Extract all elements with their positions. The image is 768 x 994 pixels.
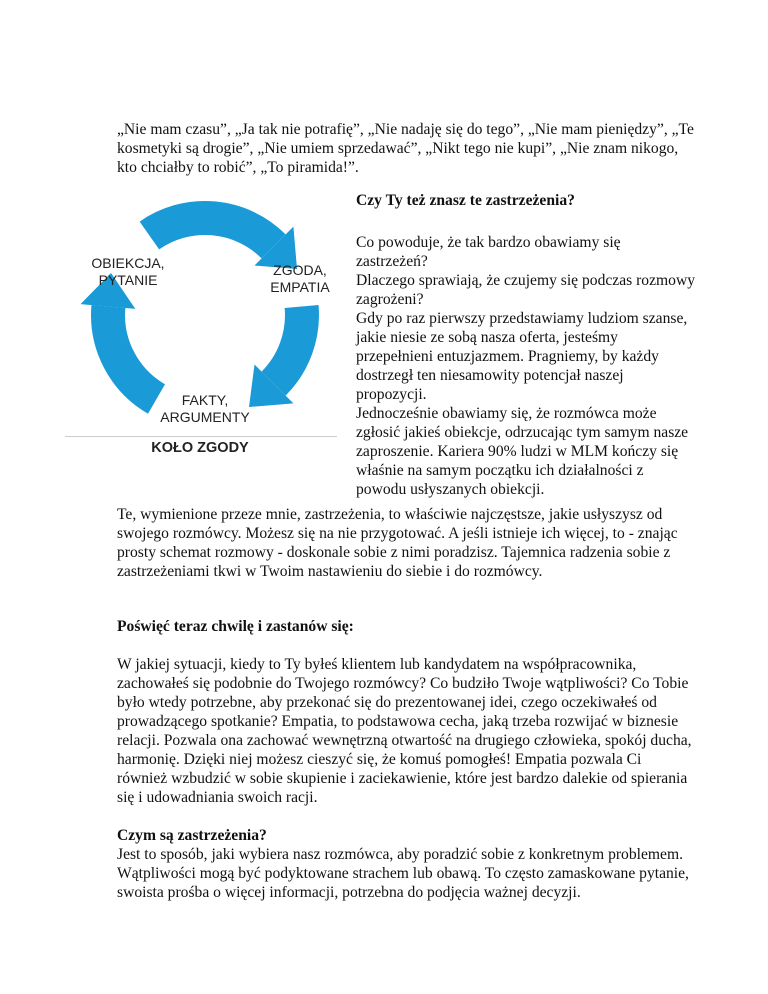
label-line: FAKTY, [181,392,229,408]
label-facts [150,392,260,426]
right-paragraph: Co powoduje, że tak bardzo obawiamy się zastrzeżeń? [356,234,621,270]
label-objection [73,255,183,289]
document-body [91,0,696,902]
label-line: ZGODA, [273,262,327,278]
right-paragraph: Jednocześnie obawiamy się, że rozmówca może zgłosić jakieś obiekcje, odrzucając tym samym nasze zaproszenie. Kariera 90% ludzi w MLM kończy się właśnie na samym początku ich działalności z powodu usłyszanych obiekcji. [356,405,689,498]
heading-reflect: Poświęć teraz chwilę i zastanów się: [117,618,354,635]
paragraph-empathy: W jakiej sytuacji, kiedy to Ty byłeś klientem lub kandydatem na współpracownika, zachowałeś się podobnie do Twojego rozmówcy? Co budziło Twoje wątpliwości? Co Tobie było wtedy potrzebne, aby przekonać się do prezentowanej idei, czego oczekiwałeś od prowadzącego spotkanie? Empatia, to podstawowa cecha, jaką trzeba rozwijać w biznesie relacji. Pozwala ona zachować wewnętrzną otwartość na drugiego człowieka, spokój ducha, harmonię. Dzięki niej możesz cieszyć się, że komuś pomogłeś! Empatia pozwala Ci również wzbudzić w sobie skupienie i zaciekawienie, które jest bardzo dalekie od spierania się i udowadniania swoich racji. [117,656,692,806]
label-line: EMPATIA [270,279,330,295]
diagram-caption: KOŁO ZGODY [151,440,249,456]
intro-paragraph: „Nie mam czasu”, „Ja tak nie potrafię”, „Nie nadaję się do tego”, „Nie mam pieniędzy”, „Te kosmetyki są drogie”, „Nie umiem sprzedawać”, „Nikt tego nie kupi”, „Nie znam nikogo, kto chciałby to robić”, „To piramida!”. [117,121,694,176]
arrow-top [149,218,273,246]
question-heading: Czy Ty też znasz te zastrzeżenia? [356,192,575,209]
diagram-and-question-section [91,191,696,499]
label-agreement [263,262,337,296]
arrow-right [274,307,302,384]
caption-divider [65,436,337,437]
heading-what-are-objections: Czym są zastrzeżenia? [117,827,267,844]
paragraph-definition: Jest to sposób, jaki wybiera nasz rozmówca, aby poradzić sobie z konkretnym problemem. Wątpliwości mogą być podyktowane strachem lub obawą. To często zamaskowane pytanie, swoista prośba o więcej informacji, potrzebna do podjęcia ważnej decyzji. [117,846,689,901]
arrow-left [108,307,156,400]
label-line: OBIEKCJA, [91,255,165,271]
right-paragraph: Gdy po raz pierwszy przedstawiamy ludziom szanse, jakie niesie ze sobą nasza oferta, jesteśmy przepełnieni entuzjazmem. Pragniemy, by każdy dostrzegł ten niesamowity potencjał naszej propozycji. [356,310,688,403]
right-paragraph: Dlaczego sprawiają, że czujemy się podczas rozmowy zagrożeni? [356,272,696,308]
right-column-text [356,191,695,499]
label-line: ARGUMENTY [160,409,250,425]
label-line: PYTANIE [98,272,158,288]
agreement-cycle-diagram [65,195,337,465]
paragraph-prepare: Te, wymienione przeze mnie, zastrzeżenia, to właściwie najczęstsze, jakie usłyszysz od swojego rozmówcy. Możesz się na nie przygotować. A jeśli istnieje ich więcej, to - znając prosty schemat rozmowy - doskonale sobie z nimi poradzisz. Tajemnica radzenia sobie z zastrzeżeniami tkwi w Twoim nastawieniu do siebie i do rozmówcy. [117,506,678,580]
